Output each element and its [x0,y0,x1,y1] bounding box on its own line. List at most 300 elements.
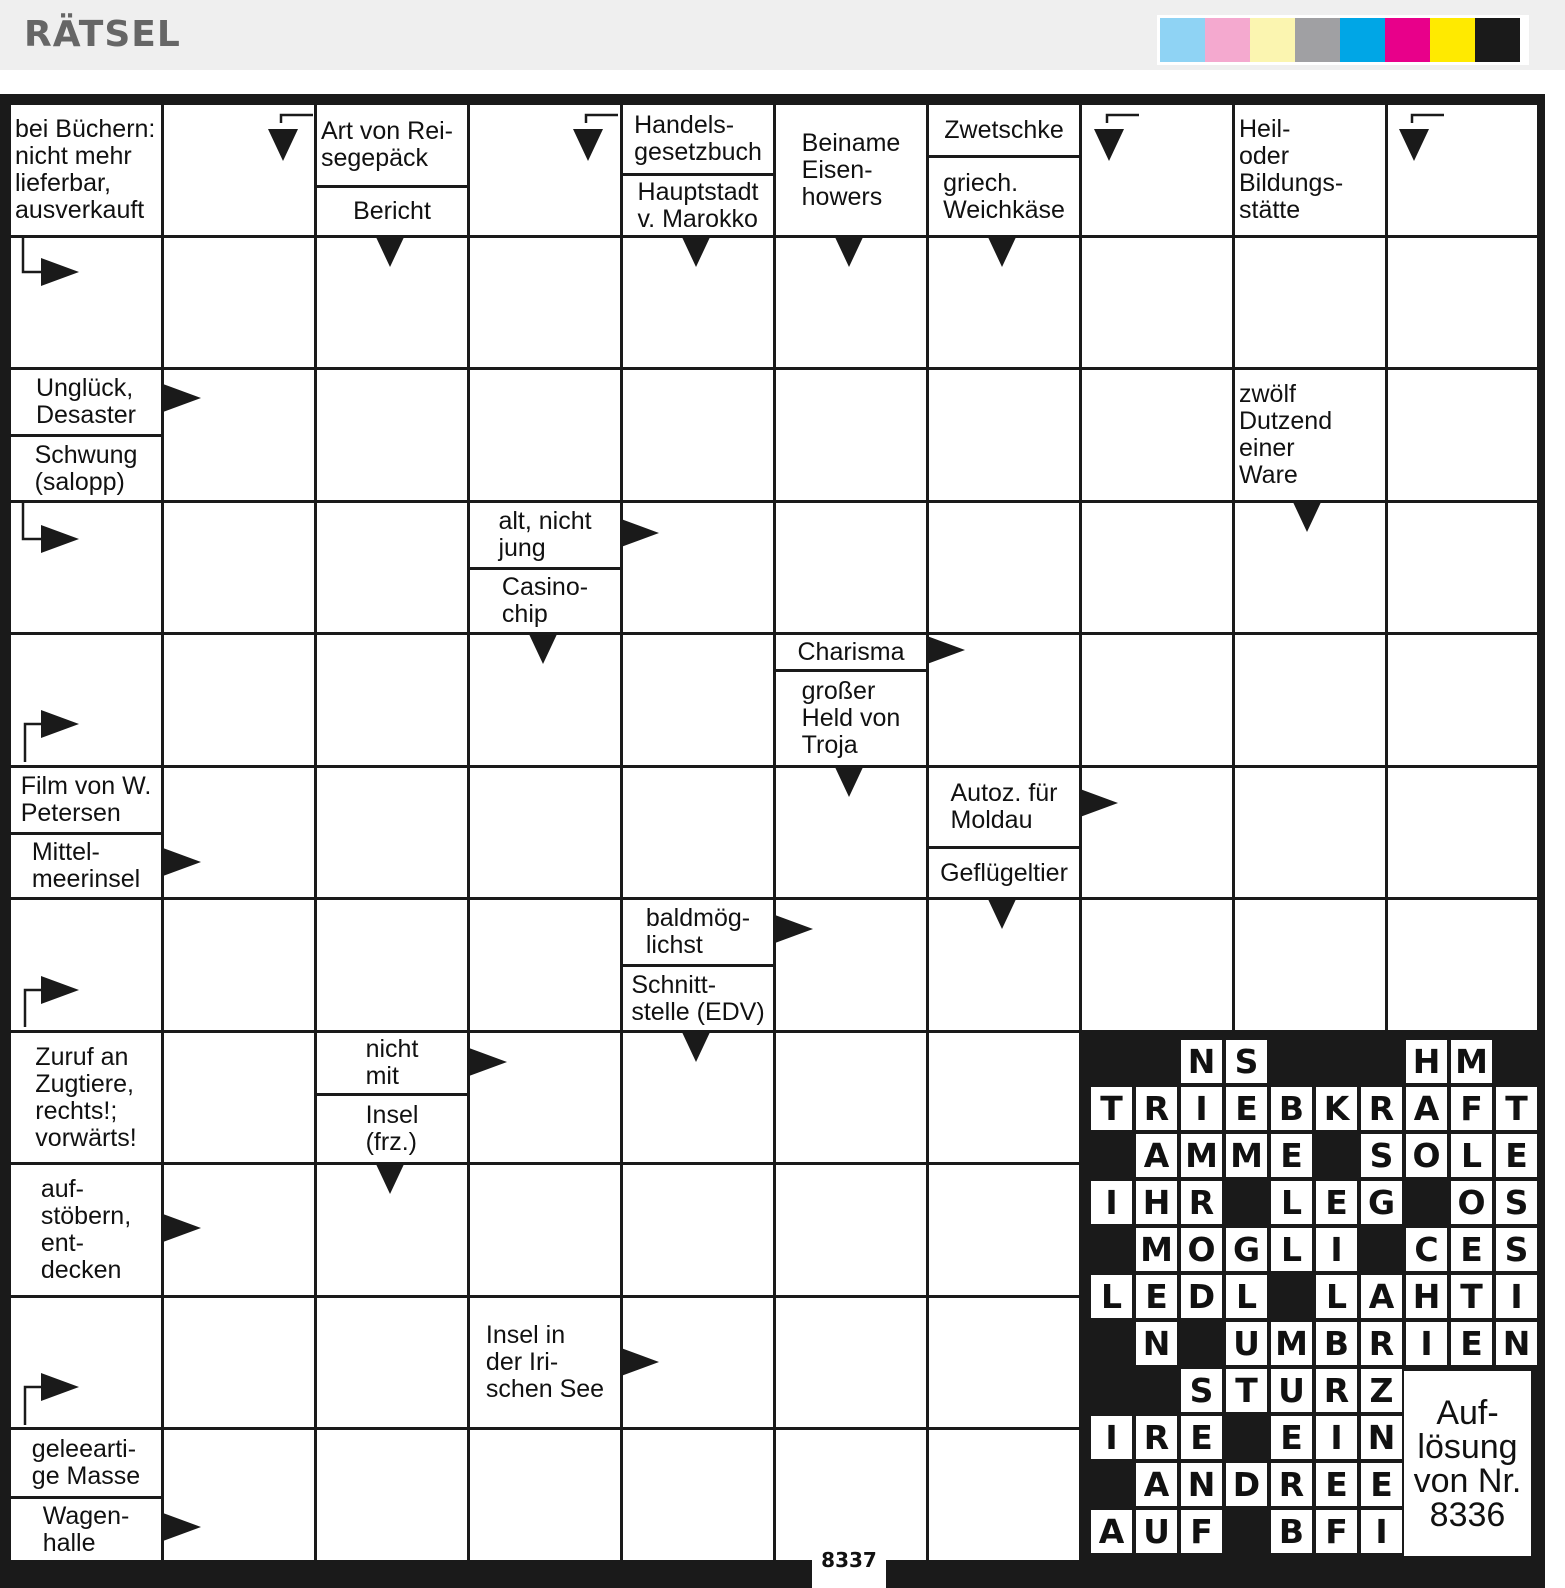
clue-text: Insel (frz.) [365,1101,419,1156]
answer-cell[interactable] [11,900,161,1030]
solution-letter [1134,1132,1179,1179]
answer-cell[interactable] [1388,900,1537,1030]
solution-letter-text: A [1136,1134,1177,1177]
clue-text: Film von W. Petersen [20,772,152,827]
solution-letter [1359,1273,1404,1320]
solution-letter [1224,1461,1269,1508]
answer-cell[interactable] [776,1298,926,1427]
answer-cell[interactable] [470,105,620,235]
answer-cell[interactable] [164,1033,314,1162]
solution-letter-text: S [1496,1228,1537,1271]
answer-cell[interactable] [164,768,314,897]
clue-cell [11,835,161,897]
answer-cell[interactable] [776,238,926,367]
solution-letter [1179,1273,1224,1320]
answer-cell[interactable] [470,635,620,765]
solution-letter-text: N [1496,1322,1537,1365]
solution-letter [1179,1367,1224,1414]
solution-letter [1359,1367,1404,1414]
solution-letter-text: L [1226,1275,1267,1318]
solution-letter-text: S [1361,1134,1402,1177]
solution-letter [1179,1085,1224,1132]
solution-letter-text: M [1136,1228,1177,1271]
solution-letter-text: Z [1361,1369,1402,1412]
solution-letter [1494,1132,1539,1179]
color-swatch [1160,18,1205,62]
solution-letter [1404,1226,1449,1273]
solution-letter-text: L [1271,1228,1312,1271]
answer-cell[interactable] [929,1033,1079,1162]
solution-letter [1404,1132,1449,1179]
answer-cell[interactable] [164,900,314,1030]
solution-letter-text: E [1271,1416,1312,1459]
solution-letter-text: M [1181,1134,1222,1177]
answer-cell[interactable] [164,370,314,500]
solution-letter [1314,1414,1359,1461]
solution-letter [1269,1508,1314,1555]
answer-cell[interactable] [929,1430,1079,1560]
color-swatch [1250,18,1295,62]
solution-letter-text: K [1316,1087,1357,1130]
solution-letter [1449,1179,1494,1226]
answer-cell[interactable] [470,370,620,500]
clue-text: zwölf Dutzend einer Ware [1239,380,1333,489]
answer-cell[interactable] [929,635,1079,765]
answer-cell[interactable] [1082,105,1232,235]
solution-letter [1224,1320,1269,1367]
solution-letter-text: L [1451,1134,1492,1177]
solution-letter [1404,1320,1449,1367]
puzzle-number: 8337 [812,1546,886,1588]
answer-cell[interactable] [623,370,773,500]
solution-letter [1314,1508,1359,1555]
answer-cell[interactable] [317,370,467,500]
solution-letter [1224,1226,1269,1273]
answer-cell[interactable] [623,1430,773,1560]
answer-cell[interactable] [929,1165,1079,1295]
solution-letter [1359,1132,1404,1179]
color-swatch [1205,18,1250,62]
clue-cell [11,105,161,235]
solution-letter [1314,1367,1359,1414]
clue-text: Schwung (salopp) [34,440,138,496]
answer-cell[interactable] [1082,635,1232,765]
solution-letter-text: M [1226,1134,1267,1177]
solution-letter-text: B [1316,1322,1357,1365]
clue-text: Hauptstadt v. Marokko [637,177,759,233]
solution-letter [1359,1414,1404,1461]
answer-cell[interactable] [1082,768,1232,897]
answer-cell[interactable] [164,105,314,235]
solution-letter-text: R [1136,1087,1177,1130]
solution-letter-text: O [1181,1228,1222,1271]
clue-cell [11,1430,161,1496]
answer-cell[interactable] [1082,238,1232,367]
solution-letter [1179,1461,1224,1508]
clue-cell [1235,105,1385,235]
color-swatch [1385,18,1430,62]
solution-letter [1134,1508,1179,1555]
answer-cell[interactable] [776,1033,926,1162]
answer-cell[interactable] [164,503,314,632]
solution-letter-text: U [1226,1322,1267,1365]
solution-letter [1269,1320,1314,1367]
solution-letter [1089,1508,1134,1555]
color-swatch [1430,18,1475,62]
color-swatch [1340,18,1385,62]
solution-letter-text: D [1181,1275,1222,1318]
solution-letter-text: S [1496,1181,1537,1224]
answer-cell[interactable] [1388,370,1537,500]
solution-letter-text: L [1316,1275,1357,1318]
answer-cell[interactable] [317,1298,467,1427]
answer-cell[interactable] [776,370,926,500]
solution-letter-text: T [1451,1275,1492,1318]
clue-cell [623,900,773,964]
answer-cell[interactable] [929,238,1079,367]
solution-letter [1224,1132,1269,1179]
answer-cell[interactable] [1388,105,1537,235]
answer-cell[interactable] [317,1430,467,1560]
solution-letter-text: B [1271,1087,1312,1130]
solution-letter [1134,1320,1179,1367]
solution-letter-text: I [1361,1510,1402,1553]
answer-cell[interactable] [11,1298,161,1427]
answer-cell[interactable] [317,503,467,632]
solution-letter [1269,1367,1314,1414]
answer-cell[interactable] [470,900,620,1030]
clue-text: Casino- chip [501,573,589,628]
solution-letter-text: I [1406,1322,1447,1365]
answer-cell[interactable] [623,1033,773,1162]
solution-letter [1179,1414,1224,1461]
clue-cell [470,503,620,567]
solution-letter-text: F [1181,1510,1222,1553]
clue-cell [776,635,926,669]
solution-letter-text: R [1316,1369,1357,1412]
solution-letter [1134,1273,1179,1320]
answer-cell[interactable] [623,768,773,897]
solution-letter-text: E [1496,1134,1537,1177]
solution-letter-text: H [1406,1040,1447,1083]
solution-letter [1449,1226,1494,1273]
solution-letter [1404,1038,1449,1085]
clue-text: Schnitt- stelle (EDV) [631,970,765,1026]
answer-cell[interactable] [470,1165,620,1295]
solution-letter-text: I [1091,1181,1132,1224]
solution-letter [1179,1508,1224,1555]
answer-cell[interactable] [1235,503,1385,632]
clue-cell [11,768,161,832]
solution-letter-text: S [1181,1369,1222,1412]
answer-cell[interactable] [1235,238,1385,367]
answer-cell[interactable] [164,1165,314,1295]
clue-cell [929,158,1079,235]
answer-cell[interactable] [164,1430,314,1560]
clue-cell [776,105,926,235]
solution-letter-text: R [1361,1322,1402,1365]
solution-letter [1359,1085,1404,1132]
clue-cell [470,570,620,632]
clue-cell [11,1033,161,1162]
answer-cell[interactable] [11,503,161,632]
solution-letter [1269,1085,1314,1132]
solution-letter-text: E [1316,1181,1357,1224]
clue-text: großer Held von Troja [801,677,901,759]
solution-letter [1359,1179,1404,1226]
solution-letter-text: U [1136,1510,1177,1553]
solution-letter-text: N [1361,1416,1402,1459]
answer-cell[interactable] [929,1298,1079,1427]
clue-text: Zuruf an Zugtiere, rechts!; vorwärts! [35,1042,137,1152]
solution-caption [1404,1371,1531,1556]
solution-letter-text: M [1271,1322,1312,1365]
color-swatch [1295,18,1340,62]
solution-letter-text: G [1226,1228,1267,1271]
clue-text: baldmög- lichst [645,904,751,959]
solution-letter-text: U [1271,1369,1312,1412]
solution-letter [1359,1320,1404,1367]
clue-cell [317,105,467,185]
clue-cell [929,768,1079,846]
clue-text: Heil- oder Bildungs- stätte [1239,115,1344,224]
answer-cell[interactable] [623,1298,773,1427]
solution-letter [1494,1179,1539,1226]
solution-letter [1134,1461,1179,1508]
solution-letter [1494,1226,1539,1273]
solution-letter-text: T [1091,1087,1132,1130]
clue-text: Bericht [353,197,431,225]
solution-letter [1179,1038,1224,1085]
solution-letter-text: E [1181,1416,1222,1459]
clue-cell [11,437,161,500]
solution-letter [1314,1085,1359,1132]
solution-letter [1449,1085,1494,1132]
solution-letter-text: N [1181,1040,1222,1083]
solution-letter [1269,1132,1314,1179]
solution-letter-text: A [1091,1510,1132,1553]
clue-text: Art von Rei- segepäck [321,117,453,172]
solution-letter [1494,1320,1539,1367]
solution-letter-text: N [1181,1463,1222,1506]
answer-cell[interactable] [776,503,926,632]
solution-letter [1269,1226,1314,1273]
answer-cell[interactable] [776,768,926,897]
answer-cell[interactable] [1388,503,1537,632]
answer-cell[interactable] [929,503,1079,632]
clue-cell [929,105,1079,155]
solution-letter-text: F [1316,1510,1357,1553]
solution-letter-text: T [1226,1369,1267,1412]
solution-letter [1224,1273,1269,1320]
solution-letter [1269,1179,1314,1226]
solution-letter-text: L [1271,1181,1312,1224]
solution-letter [1134,1414,1179,1461]
answer-cell[interactable] [623,1165,773,1295]
clue-cell [317,1096,467,1162]
answer-cell[interactable] [929,900,1079,1030]
solution-letter [1359,1461,1404,1508]
solution-letter [1359,1508,1404,1555]
answer-cell[interactable] [623,635,773,765]
answer-cell[interactable] [1388,635,1537,765]
answer-cell[interactable] [929,370,1079,500]
solution-letter-text: T [1496,1087,1537,1130]
solution-caption-text: Auf- lösung von Nr. 8336 [1413,1393,1522,1534]
answer-cell[interactable] [776,1165,926,1295]
solution-letter-text: E [1136,1275,1177,1318]
answer-cell[interactable] [623,238,773,367]
answer-cell[interactable] [1082,503,1232,632]
solution-letter-text: M [1451,1040,1492,1083]
clue-cell [11,370,161,434]
solution-letter-text: I [1316,1228,1357,1271]
solution-letter [1134,1085,1179,1132]
clue-text: Insel in der Iri- schen See [485,1321,605,1403]
solution-letter [1269,1461,1314,1508]
solution-letter-text: H [1136,1181,1177,1224]
solution-letter-text: I [1496,1275,1537,1318]
answer-cell[interactable] [1082,900,1232,1030]
solution-letter [1314,1179,1359,1226]
solution-letter [1314,1461,1359,1508]
solution-letter-text: I [1316,1416,1357,1459]
solution-letter [1494,1273,1539,1320]
answer-cell[interactable] [317,635,467,765]
solution-letter-text: I [1091,1416,1132,1459]
answer-cell[interactable] [164,635,314,765]
clue-text: nicht mit [365,1035,419,1090]
solution-letter-text: L [1091,1275,1132,1318]
solution-letter-text: E [1451,1322,1492,1365]
clue-cell [317,188,467,235]
clue-text: Unglück, Desaster [35,374,137,429]
page-title: RÄTSEL [24,14,181,55]
solution-letter-text: E [1361,1463,1402,1506]
solution-letter [1179,1132,1224,1179]
answer-cell[interactable] [1082,370,1232,500]
solution-letter-text: R [1181,1181,1222,1224]
clue-cell [11,1499,161,1560]
answer-cell[interactable] [164,1298,314,1427]
clue-cell [929,849,1079,897]
clue-cell [470,1298,620,1427]
answer-cell[interactable] [1235,900,1385,1030]
clue-text: Geflügeltier [940,858,1068,887]
solution-letter-text: O [1451,1181,1492,1224]
solution-letter [1449,1038,1494,1085]
clue-text: geleearti- ge Masse [31,1435,141,1490]
solution-letter [1449,1320,1494,1367]
answer-cell[interactable] [164,238,314,367]
answer-cell[interactable] [11,635,161,765]
solution-letter-text: A [1361,1275,1402,1318]
answer-cell[interactable] [1235,768,1385,897]
clue-text: Zwetschke [944,115,1064,144]
solution-letter [1449,1132,1494,1179]
solution-letter [1404,1085,1449,1132]
answer-cell[interactable] [317,238,467,367]
answer-cell[interactable] [317,768,467,897]
solution-letter [1314,1273,1359,1320]
answer-cell[interactable] [776,1430,926,1560]
solution-letter-text: E [1226,1087,1267,1130]
clue-text: Wagen- halle [42,1501,130,1557]
solution-letter [1449,1273,1494,1320]
solution-letter [1134,1226,1179,1273]
solution-letter-text: D [1226,1463,1267,1506]
clue-text: bei Büchern: nicht mehr lieferbar, ausverkauft [15,115,156,224]
solution-letter [1089,1179,1134,1226]
clue-cell [776,672,926,765]
solution-letter-text: H [1406,1275,1447,1318]
clue-text: auf- stöbern, ent- decken [40,1175,132,1284]
clue-cell [1235,370,1385,500]
solution-letter [1089,1273,1134,1320]
solution-letter [1179,1179,1224,1226]
clue-text: alt, nicht jung [498,507,592,562]
clue-text: Beiname Eisen- howers [801,128,901,211]
clue-text: Mittel- meerinsel [31,838,141,893]
answer-cell[interactable] [470,1033,620,1162]
answer-cell[interactable] [470,238,620,367]
crossword-grid [0,94,1545,1588]
solution-letter-text: S [1226,1040,1267,1083]
solution-letter-text: C [1406,1228,1447,1271]
solution-letter-text: E [1316,1463,1357,1506]
solution-letter-text: B [1271,1510,1312,1553]
answer-cell[interactable] [317,1165,467,1295]
solution-letter-text: R [1136,1416,1177,1459]
clue-cell [623,967,773,1030]
answer-cell[interactable] [1388,238,1537,367]
header-bar [0,0,1565,70]
answer-cell[interactable] [470,768,620,897]
clue-text: griech. Weichkäse [943,168,1065,224]
clue-cell [623,176,773,235]
solution-letter [1134,1179,1179,1226]
solution-letter [1224,1085,1269,1132]
solution-letter-text: N [1136,1322,1177,1365]
solution-letter [1494,1085,1539,1132]
answer-cell[interactable] [1235,635,1385,765]
solution-letter [1314,1226,1359,1273]
solution-letter [1404,1273,1449,1320]
solution-letter [1179,1226,1224,1273]
color-swatch [1475,18,1520,62]
answer-cell[interactable] [1388,768,1537,897]
answer-cell[interactable] [11,238,161,367]
answer-cell[interactable] [623,503,773,632]
solution-letter-text: E [1271,1134,1312,1177]
solution-letter-text: O [1406,1134,1447,1177]
solution-letter [1269,1414,1314,1461]
solution-letter-text: I [1181,1087,1222,1130]
solution-letter-text: A [1136,1463,1177,1506]
solution-letter-text: A [1406,1087,1447,1130]
answer-cell[interactable] [470,1430,620,1560]
solution-letter [1224,1038,1269,1085]
solution-letter [1314,1320,1359,1367]
clue-text: Autoz. für Moldau [950,779,1058,834]
solution-letter-text: E [1451,1228,1492,1271]
answer-cell[interactable] [776,900,926,1030]
print-color-bar [1157,15,1529,65]
solution-letter [1224,1367,1269,1414]
solution-letter [1089,1414,1134,1461]
clue-cell [11,1165,161,1295]
answer-cell[interactable] [317,900,467,1030]
